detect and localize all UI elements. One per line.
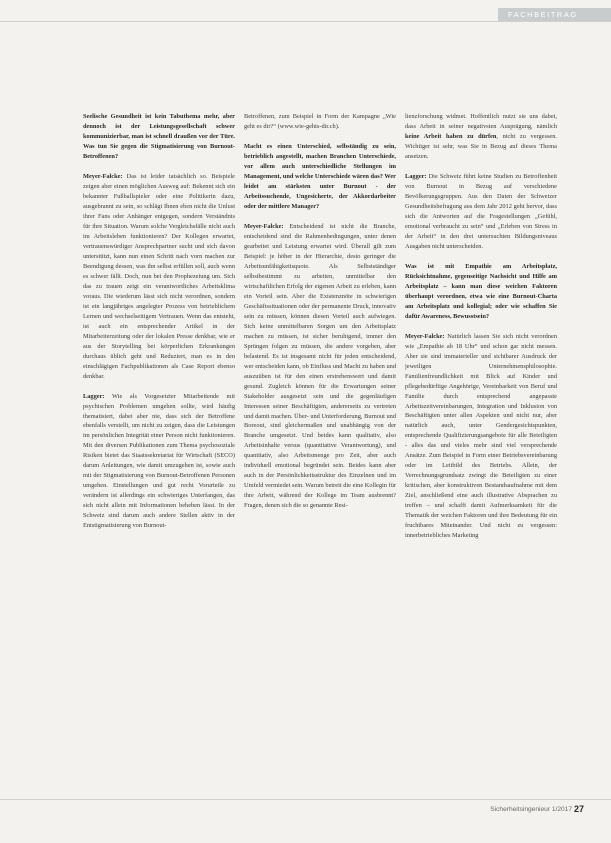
answer-text: Wie als Vorgesetzter Mitarbeitende mit psychischen Problemen umgehen sollte, wird häufig thematisiert, dabei aber nie, dass sich der Betroffene ebenfalls verstellt, um nicht zu zeigen, dass die Leistungen im persönlichen Integrität einer Person nicht funktionieren. Mit den diversen Publikationen zum Thema psychosoziale Risiken bietet das Staatssekretariat für Wirtschaft (SECO) darum Anleitungen, wie damit umzugehen ist, sowie auch mit der Stigmatisierung von Burnout-Betroffenen Personen umgehen.	[83, 392, 235, 490]
section-tab: FACHBEITRAG	[498, 8, 611, 22]
article-paragraph	[244, 112, 396, 132]
question-text: Lagger:	[405, 172, 429, 180]
answer-text: Entscheidend ist nicht die Branche, entscheidend sind die Rahmenbedingungen, unter denen gearbeitet und Leistung erwartet wird. Überall gilt zum Beispiel: je höher in der Hierarchie, desto geringer die Arbeitsunfähigkeitsquote. Als Selbstständiger selbstbestimmt zu arbeiten, unmittelbar den wirtschaftlichen Erfolg der eigenen Arbeit zu erleben, kann ein Vorteil sein. Aber die Existenznöte in schwierigen Geschäftssituationen oder der permanente Druck, innovativ sein zu müssen, können diesen Vorteil auch aufwiegen. Sich keine unmittelbaren Sorgen um den Arbeitsplatz machen zu müssen, ist sicher beruhigend, immer den Sprüngen folgen zu müssen, die andere vorgeben, aber belastend. Es ist insgesamt nicht für jeden entscheidend, wer entscheiden kann, ob Einfluss und Macht zu haben und auszuüben ist für den einen erstrebenswert und damit gesund. Zugleich können für die Erwartungen seiner Stakeholder ausgesetzt sein und die gegenläufigen Interessen seiner Beschäftigten, andererseits zu vertreten und damit machen.	[244, 222, 396, 420]
answer-text: Allein, der Verrechnungsgrundsatz zwingt die Beteiligten zu einer kritischen, aber konstruktiven Bestandsaufnahme mit dem Ziel, anschließend eine auch illustrative Absprachen zu treffen – und schafft damit Aufmerksamkeit für die Thematik der weichen Faktoren und ihre Bedeutung für ein fruchtbares Miteinander. Und nicht zu vergessen: innerbetriebliches Marketing	[405, 462, 557, 540]
article-paragraph	[405, 262, 557, 322]
publication-name: Sicherheitsingenieur 1/2017	[490, 806, 572, 813]
text-column-1	[83, 112, 235, 762]
article-paragraph	[83, 172, 235, 382]
answer-text: Über- und Unterforderung, Burnout und Boreout, sind gleichermaßen und unabhängig von der Branche umgesetzt. Und beides kann qualitativ, also Arbeitsinhalte versus (quantitative Verantwortung), und quantitativ, also Arbeitsmenge pro Zeit, aber auch individuell emotional begründet sein. Beides kann aber auch in der Persönlichkeitsstruktur des Einzelnen und im Umfeld vermiedet sein. Warum betreit die eine Kollegin für ihre Arbeit, während der Kollege im Team ausbrennt? Fragen, denen sich die so genannte Resi-	[244, 412, 396, 510]
question-text: Meyer-Falcke:	[244, 222, 290, 230]
question-text: Meyer-Falcke:	[83, 172, 127, 180]
question-text: Lagger:	[83, 392, 113, 400]
question-text: keine Arbeit haben zu dürfen	[405, 132, 497, 140]
answer-text: , nicht zu vergessen. Wichtiger ist sehr, was Sie in Bezug auf dieses Thema ansetzen.	[405, 132, 557, 160]
answer-text: Natürlich lassen Sie sich nicht verordnen wie „Empathie ab 18 Uhr“ und schon gar nicht messen. Aber sie sind immaterieller und sichtbarer Ausdruck der jeweiligen Unternehmensphilosophie. Familienfreundlichkeit mit Blick auf Kinder und pflegebedürftige Angehörige, Vereinbarkeit von Beruf und Familie durch entsprechend angepasste Arbeitszeitvereinbarungen, Integration und Inklusion von Beschäftigten unter allen Aspekten und nicht nur, aber natürlich auch, unter Gendergesichtspunkten, entsprechende Qualifizierungsangebote für alle Beteiligten - alles das und vieles mehr sind viel versprechende Ansätze. Zum Beispiel in Form einer Betriebsvereinbarung oder im Leitbild des Betriebs.	[405, 332, 557, 470]
header-divider	[0, 21, 611, 22]
text-column-2	[244, 112, 396, 762]
answer-text: Betroffenen, zum Beispiel in Form der Kampagne „Wie geht es dir?“ (www.wie-gehts-dir.ch).	[244, 113, 396, 130]
article-paragraph	[405, 332, 557, 542]
article-paragraph	[83, 392, 235, 532]
footer-divider	[0, 799, 611, 800]
question-text: Was ist mit Empathie am Arbeitsplatz, Rücksichtnahme, gegenseitige Nachsicht und Hilfe am Arbeitsplatz – kann man diese weichen Faktoren überhaupt verordnen, etwa wie eine Burnout-Charta am Arbeitsplatz und kollegial; oder wie schaffen Sie dafür Awareness, Bewusstsein?	[405, 262, 557, 320]
question-text: Meyer-Falcke:	[405, 332, 448, 340]
answer-text: Einstellungen und gut recht Vorurteile zu verändern ist allerdings ein schwieriges Unterfangen, das sich nicht allein mit Informationen beheben lässt. In der Schweiz sind darum auch andere Stellen aktiv in der Entstigmatisierung von Burnout-	[83, 482, 235, 530]
article-paragraph	[244, 142, 396, 212]
text-column-3	[405, 112, 557, 762]
article-paragraph	[405, 172, 557, 252]
page-number: 27	[574, 804, 585, 814]
article-paragraph	[405, 112, 557, 162]
question-text: Macht es einen Unterschied, selbständig zu sein, betrieblich angestellt, machen Branchen Unterschiede, vor allem auch unterschiedliche Stellungen im Management, und welche Unterschiede wären das? Wer leidet am stärksten unter Burnout - der Arbeitssuchende, Ungesicherte, der Akkordarbeiter oder der mittlere Manager?	[244, 142, 396, 210]
article-paragraph	[244, 222, 396, 512]
answer-text: Das ist leider tatsächlich so. Beispiele zeigen aber einen möglichen Ausweg auf: Bekennt sich ein bekannter Fußballspieler oder eine Politikerin dazu, ausgebrannt zu sein, so schlägt Ihnen eben nicht die Unlust ihrer Fans oder Anhänger entgegen, sondern Verständnis für ihre Situation. Warum solche Vergleichsfälle nicht auch im Arbeitsleben funktionieren? Der Kollegen erwartet, vertrauenswürdiger Ansprechpartner sucht und sich davon unterstützt, kann nun einen Schritt nach vorn machen zur Beendigung dessen, was ihn selbst erfüllen soll, auch wenn es schwer fällt. Doch, nun bei den Prophezeiung um. Sich das zu trauen zeigt ein verantwortliches Arbeitsklima voraus. Die wiederum lässt sich nicht verordnen, sondern ist ein langjähriges angelegter Prozess von betrieblichem Lernen und wechselseitigem Vertrauen. Wenn das entsteht, ist auch ein entsprechender Artikel in der Mitarbeiterzeitung oder der lokalen Presse denkbar, wie er aus der Storytelling bei körperlichen Erkrankungen durchaus üblich geht und Reduziert, man es in den einschlägigen Fachpublikationen als Case Report ebenso denkbar.	[83, 172, 235, 380]
article-paragraph	[83, 112, 235, 162]
question-text: Seelische Gesundheit ist kein Tabuthema mehr, aber dennoch ist der Leistungsgesellschaft schwer kommunizierbar, man ist schnell draußen vor der Türe. Was tun Sie gegen die Stigmatisierung von Burnout-Betroffenen?	[83, 113, 235, 160]
answer-text: lienzforschung widmet. Hoffentlich nutzt sie uns dabei, dass Arbeit in seiner negativsten Ausprägung, nämlich	[405, 113, 557, 130]
answer-text: Die Schweiz führt keine Studien zu Betroffenheit von Burnout in Bezug auf verschiedene Bevölkerungsgruppen. Aus den Daten der Schweizer Gesundheitsbefragung aus dem Jahr 2012 geht hervor, dass sich die Antworten auf die Fragestellungen „Gefühl, emotional verbraucht zu sein“ und „Erleben von Stress in der Arbeit“ in den drei untersuchten Bildungsniveaus Ausgaben nicht unterscheiden.	[405, 172, 557, 250]
